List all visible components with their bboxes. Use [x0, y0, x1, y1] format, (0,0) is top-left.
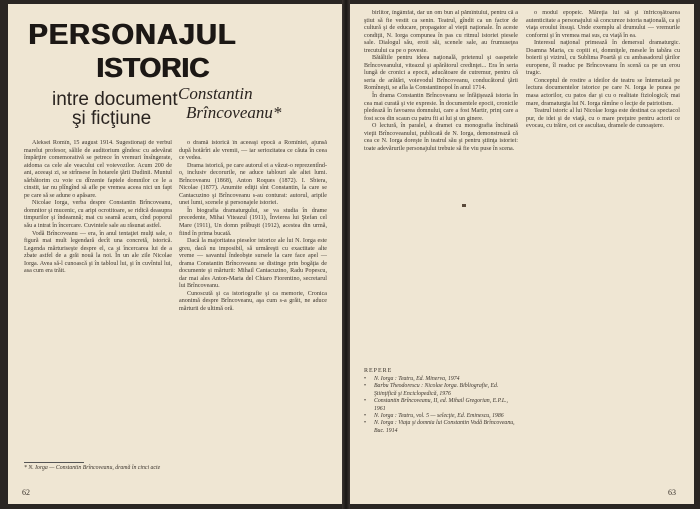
paragraph: Interesul naţional primează în demersul dramaturgic. Doamna Maria, cu copiii ei, domniţele, mesele în tabăra cu boierii şi vizirul, cu Sublima Poartă şi cu ambasadorul ţărilor europene, îl readuc pe Brîncoveanu în scenă ca pe un erou tragic.: [526, 40, 680, 77]
footnote-rule: [24, 462, 84, 463]
right-page-column-2: [526, 10, 680, 480]
paragraph: Nicolae Iorga, verba despre Constantin Brîncoveanu, domnitor şi mucenic, cu aripi ocrotitoare, se ridică deasupra timpurilor şi îndeamnă; mai cu seamă acum, cînd poporul său a intrat în încercare. Cuvintele sale au răsunat astfel.: [24, 200, 172, 230]
book-gutter: [342, 0, 350, 509]
references-box: [364, 368, 518, 435]
page-number-left: 62: [22, 488, 30, 497]
reference-item: • Barbu Theodorescu : Nicolae Iorga. Bibliografie, Ed. Ştiinţifică şi Enciclopedică, 1976: [364, 383, 518, 398]
paragraph: Conceptul de rostire a ideilor de teatru se întemeiază pe lectura documentelor istorice pe care N. Iorga le punea pe masa actorilor, cu patos dar şi cu o realitate fiziologică; mai mare, dramaturgia lui N. Iorga rămîne o lecţie de patriotism.: [526, 77, 680, 107]
paragraph: Vodă Brîncoveanu — era, în anul tentaţiei mulţi sale, o figură mai mult legendară decît una concretă, istorică. Legenda mărturiseşte despre el, ca şi încercarea lui de a zbate astfel de a grăi nouă la noi. În un ale zile Nicolae Iorga. Avea să-l cunoască şi în tabloul lui, şi în cuvîntul lui, asa cum era trăit.: [24, 230, 172, 275]
paragraph: O lectură, în paralel, a dramei cu monografia închinată vieţii Brîncoveanului, publicată de N. Iorga, demonstrează că cea ce N. Iorga doreşte în teatrul său şi pentru ştiinţa istoriei: toate adevărurile personajului trebuie să fie viu puse în scena.: [364, 123, 518, 152]
reference-item: • N. Iorga : Teatru, vol. 5 — selecţie, Ed. Eminescu, 1986: [364, 413, 504, 420]
paragraph: Teatrul istoric al lui Nicolae Iorga este destinat ca spectacol pur, de idei şi de viaţă, cu o mare preţuire pentru actorii ce evocau, cu trăire, cei ce ascultau, dramele de cunoaştere.: [526, 108, 680, 130]
article-title-line-2: ISTORIC: [96, 52, 210, 83]
article-author: [178, 84, 288, 122]
paragraph: În biografia dramaturgului, se va studia în drame precedente, Mihai Viteazul (1911), Învierea lui Ştefan cel Mare (1911), Un domn prăbuşit (1912), acestea din urmă, fiind în prima bucată.: [179, 207, 327, 237]
paragraph: birlitor, îngâmfat, dar un om bun al pămîntului, pentru că a ştiut să fie vestit ca senin. Teatrul, gîndit ca un factor de cultură şi de educare, propagator al vieţii naţionale. În aceste condiţii, N. Iorga compunea în pas cu ritmul istoriei piesele sale. Dialogul său, eroii săi, scenele sale, au frumuseţea trecutului ca pe o poveste.: [364, 10, 518, 54]
article-subtitle-line-1: intre document: [52, 89, 178, 110]
author-line-1: Constantin: [178, 84, 253, 103]
article-subtitle-line-2: şi ficţiune: [72, 108, 152, 129]
reference-text: N. Iorga : Viaţa şi domnia lui Constantin Vodă Brîncoveanu, Buc. 1914: [374, 420, 515, 434]
author-line-2: Brîncoveanu*: [186, 103, 282, 122]
reference-text: Barbu Theodorescu : Nicolae Iorga. Bibliografie, Ed. Ştiinţifică şi Enciclopedică, 1976: [374, 383, 499, 397]
paragraph: Cunoscută şi ca istoriografie şi ca memorie, Cronica anonimă despre Brîncoveanu, aşa cum s-a grăit, ne aduce mărturii de ultimă oră.: [179, 290, 327, 313]
reference-item: • N. Iorga : Viaţa şi domnia lui Constantin Vodă Brîncoveanu, Buc. 1914: [364, 420, 518, 435]
reference-item: • Constantin Brîncoveanu, II, ed. Mihail Gregorian, E.P.L., 1961: [364, 398, 518, 413]
right-page-column-1: [364, 10, 518, 362]
reference-item: • N. Iorga : Teatru, Ed. Minerva, 1974: [364, 376, 460, 382]
paragraph: În drama Constantin Brîncoveanu se înfăţişează istoria în cea mai curată şi vie expresie. În documentele epocii, cronicile pledează în favoarea domnului, care a fost Martir, prinţ care a fost scos din scaun cu patru fii ai lui şi un ginere.: [364, 93, 518, 122]
paragraph: o dramă istorică în aceeaşi epocă a Romîniei, ajunsă după hotărîri ale vremii, — iar seriozitatea ce căuta în ceea ce vedea.: [179, 140, 327, 162]
reference-text: Constantin Brîncoveanu, II, ed. Mihail Gregorian, E.P.L., 1961: [374, 398, 508, 412]
page-number-right: 63: [668, 488, 676, 497]
paragraph: Aleksei Romîn, 15 august 1914. Sugestionaţi de verbul marelui profesor, sălile de auditorium gîndesc cu adevărat împărţire comemorativă se petrece în vremuri însîngerate, aidoma ca cele ale veacului cel voievozilor. Acum 200 de ani, aceeaşi zi, se strînsese în hotarele ţării Dudinii. Muntul sărbătorim cu voie cu dîrzenie faptele domnilor ce le a cinstit, iar nu plîngînd să afle pe vremea aceea nici un fapt pe care să se adune o apăsare.: [24, 140, 172, 199]
ink-mark: [462, 204, 466, 207]
references-heading: REPERE: [364, 368, 393, 374]
reference-text: N. Iorga : Teatru, Ed. Minerva, 1974: [374, 376, 460, 382]
left-page-column-2: [179, 140, 327, 480]
paragraph: Drama istorică, pe care autorul ei a văzut-o reprezentînd-o, inclusiv decorurile, ne aduce tablouri ale altei lumi. Brîncoveanu (1868), Anton Roques (1872). I. Sbiera, Nicolae (1877). Anumite ediţii sînt Constantin, la care se Cantacuzino şi Brîncoveanu s-au conturat: autorul, aripile unei lumi, scenele şi personajele istoriei.: [179, 162, 327, 207]
paragraph: Dacă la majoritatea pieselor istorice ale lui N. Iorga este greu, dacă nu imposibil, să urmăreşti cu exactitate alte vreme — savantul îndeobşte sursele la care face apel — drama Constantin Brîncoveanu se distinge prin bogăţia de documente şi mărturii: Mihail Cantacuzino, Radu Popescu, dar mai ales Anton-Maria del Chiaro Fiorentino, secretarul lui Brîncoveanu.: [179, 238, 327, 290]
paragraph: Bătăliile pentru ideea naţională, prietenul şi oaspetele Brîncoveanului, viteazul şi apărătorul credinţei... Era în seria lungă de cronici a epocii, aducătoare de cutremur, pentru că seria de arătări, voievodul Brîncoveanu, conducătorul ţării Romîneşti, se afla la Constantinopol în anul 1714.: [364, 55, 518, 92]
references-list: [364, 376, 518, 435]
footnote: * N. Iorga — Constantin Brîncoveanu, dramă în cinci acte: [24, 465, 161, 471]
left-page-column-1: [24, 140, 172, 460]
reference-text: N. Iorga : Teatru, vol. 5 — selecţie, Ed. Eminescu, 1986: [374, 413, 504, 420]
paragraph: o modul epopeic. Măreţia lui să şi înfricoşătoarea autenticitate a personajului să concureze istoria naţională, ca şi viaţa eroului însuşi. Unde exemplu al drumului — vremurile conformi şi în vremea mai sus, cu viaţă în ea.: [526, 10, 680, 39]
article-title-line-1: PERSONAJUL: [28, 19, 237, 51]
